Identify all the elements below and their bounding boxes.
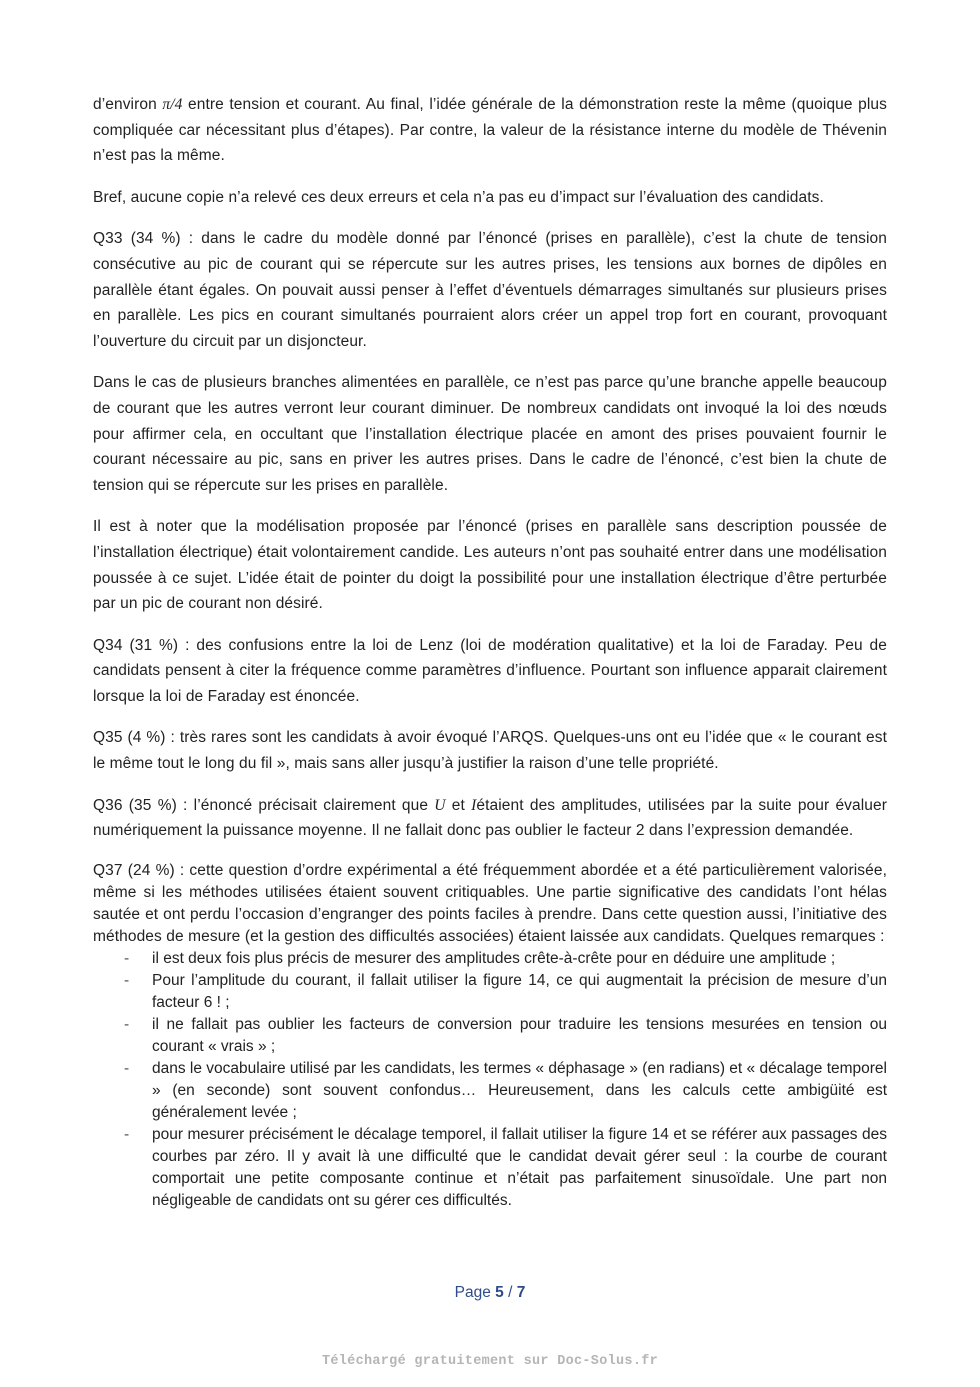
list-item	[93, 970, 887, 1014]
dash-marker: -	[124, 1015, 130, 1033]
paragraph-q36	[93, 793, 887, 844]
list-item-text: pour mesurer précisément le décalage temporel, il fallait utiliser la figure 14 et se référer aux passages des courbes par zéro. Il y avait là une difficulté que le candidat devait gérer seul : la courbe de courant comportait une petite composante continue et n’était pas parfaitement sinusoïdale. Une part non négligeable de candidats ont su gérer ces difficultés.	[152, 1125, 887, 1209]
remarks-list	[93, 948, 887, 1212]
text-run: et	[445, 796, 472, 814]
paragraph-modelisation: Il est à noter que la modélisation proposée par l’énoncé (prises en parallèle sans description poussée de l’installation électrique) était volontairement candide. Les auteurs n’ont pas souhaité entrer dans une modélisation poussée à ce sujet. L’idée était de pointer du doigt la possibilité pour une installation électrique d’être perturbée par un pic de courant non désiré.	[93, 518, 887, 613]
paragraph-q35: Q35 (4 %) : très rares sont les candidats à avoir évoqué l’ARQS. Quelques-uns ont eu l’idée que « le courant est le même tout le long du fil », mais sans aller jusqu’à justifier la raison d’une telle propriété.	[93, 729, 887, 773]
list-item-text: dans le vocabulaire utilisé par les candidats, les termes « déphasage » (en radians) et « décalage temporel » (en seconde) sont souvent confondus… Heureusement, dans les calculs cette ambigüité est généralement levée ;	[152, 1059, 887, 1121]
list-item	[93, 948, 887, 970]
list-item-text: Pour l’amplitude du courant, il fallait utiliser la figure 14, ce qui augmentait la précision de mesure d’un facteur 6 ! ;	[152, 971, 887, 1011]
watermark: Téléchargé gratuitement sur Doc-Solus.fr	[321, 1354, 659, 1369]
page-current: 5	[495, 1284, 504, 1301]
math-i: I	[471, 796, 477, 814]
paragraph-branches: Dans le cas de plusieurs branches alimentées en parallèle, ce n’est pas parce qu’une branche appelle beaucoup de courant que les autres verront leur courant diminuer. De nombreux candidats ont invoqué la loi des nœuds pour affirmer cela, en occultant que l’installation électrique placée en amont des prises pouvaient fournir le courant nécessaire au pic, sans en priver les autres prises. Dans le cadre de l’énoncé, c’est bien la chute de tension qui se répercute sur les prises en parallèle.	[93, 374, 887, 494]
paragraph-q33: Q33 (34 %) : dans le cadre du modèle donné par l’énoncé (prises en parallèle), c’est la chute de tension consécutive au pic de courant qui se répercute sur les autres prises, les tensions aux bornes de dipôles en parallèle étant égales. On pouvait aussi penser à l’effet d’éventuels démarrages simultanés sur plusieurs prises en parallèle. Les pics en courant simultanés pourraient alors créer un appel trop fort en courant, provoquant l’ouverture du circuit par un disjoncteur.	[93, 230, 887, 350]
page-number	[0, 1284, 980, 1302]
list-item-text: il est deux fois plus précis de mesurer des amplitudes crête-à-crête pour en déduire une amplitude ;	[152, 949, 836, 967]
text-run: Q36 (35 %) : l’énoncé précisait clairement que	[93, 796, 435, 814]
dash-marker: -	[124, 949, 130, 967]
list-item-text: il ne fallait pas oublier les facteurs de conversion pour traduire les tensions mesurées en tension ou courant « vrais » ;	[152, 1015, 887, 1055]
paragraph-q34: Q34 (31 %) : des confusions entre la loi de Lenz (loi de modération qualitative) et la loi de Faraday. Peu de candidats pensent à citer la fréquence comme paramètres d’influence. Pourtant son influence apparait clairement lorsque la loi de Faraday est énoncée.	[93, 636, 887, 705]
list-item	[93, 1014, 887, 1058]
paragraph-thevenin	[93, 92, 887, 169]
text-run: d’environ	[93, 96, 163, 113]
dash-marker: -	[124, 1125, 130, 1143]
page-total: 7	[516, 1284, 526, 1301]
document-body	[93, 92, 887, 1212]
page-separator: /	[503, 1284, 517, 1301]
list-item	[93, 1058, 887, 1124]
dash-marker: -	[124, 971, 130, 989]
paragraph-bref: Bref, aucune copie n’a relevé ces deux erreurs et cela n’a pas eu d’impact sur l’évaluation des candidats.	[93, 188, 824, 206]
text-run: étaient des amplitudes, utilisées par la suite pour évaluer numériquement la puissance moyenne. Il ne fallait donc pas oublier le facteur 2 dans l’expression demandée.	[93, 796, 887, 840]
math-pi-over-4: π/4	[162, 96, 183, 113]
dash-marker: -	[124, 1059, 130, 1077]
math-u: U	[434, 796, 446, 814]
page-label: Page	[454, 1284, 496, 1301]
list-item	[93, 1124, 887, 1212]
text-run: entre tension et courant. Au final, l’idée générale de la démonstration reste la même (quoique plus compliquée car nécessitant plus d’étapes). Par contre, la valeur de la résistance interne du modèle de Thévenin n’est pas la même.	[93, 96, 887, 165]
paragraph-q37: Q37 (24 %) : cette question d’ordre expérimental a été fréquemment abordée et a été particulièrement valorisée, même si les méthodes utilisées étaient souvent critiquables. Une partie significative des candidats l’ont hélas sautée et ont perdu l’occasion d’engranger des points faciles à prendre. Dans cette question aussi, l’initiative des méthodes de mesure (et la gestion des difficultés associées) étaient laissée aux candidats. Quelques remarques :	[93, 861, 887, 945]
